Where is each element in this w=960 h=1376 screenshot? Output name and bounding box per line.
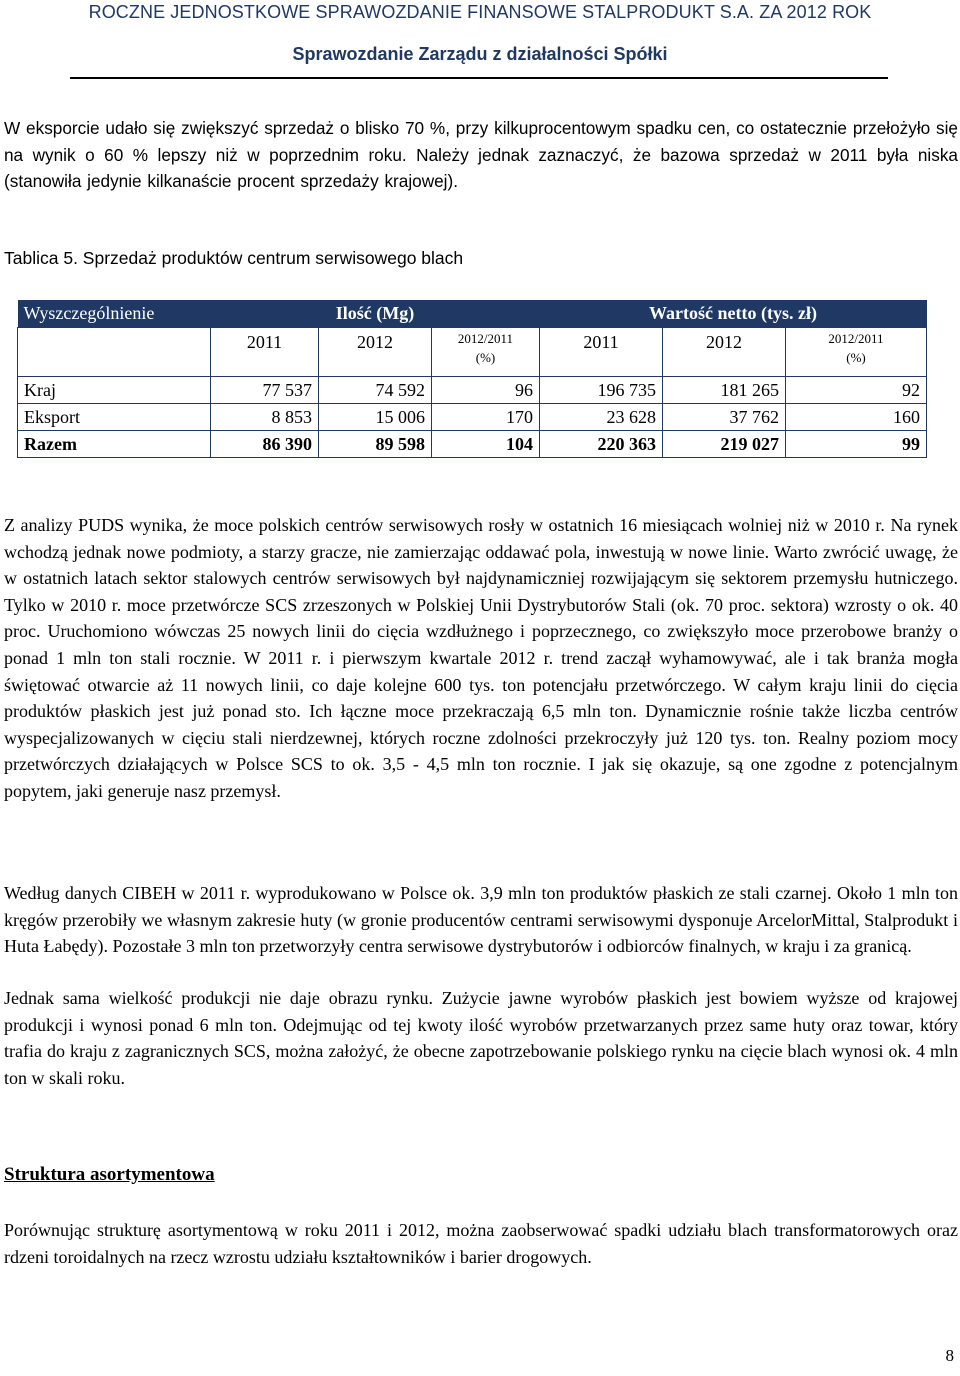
col-quantity-header: Ilość (Mg)	[211, 300, 540, 328]
subheader-qty-ratio: 2012/2011	[457, 331, 514, 346]
cell-val-2012: 181 265	[663, 377, 786, 404]
cell-val-2012: 219 027	[663, 431, 786, 458]
section-heading: Struktura asortymentowa	[4, 1164, 215, 1185]
subheader-qty-pct	[432, 328, 540, 377]
subheader-qty-2011: 2011	[211, 328, 319, 377]
cell-val-pct: 92	[786, 377, 927, 404]
table-row	[18, 404, 927, 431]
report-header-subtitle: Sprawozdanie Zarządu z działalności Spółki	[292, 44, 668, 64]
header-divider	[70, 77, 888, 79]
subheader-qty-2012: 2012	[319, 328, 432, 377]
subheader-qty-unit: (%)	[475, 350, 496, 365]
col-description-header: Wyszczególnienie	[18, 300, 211, 328]
row-label: Kraj	[18, 377, 211, 404]
cell-qty-2011: 86 390	[211, 431, 319, 458]
cell-qty-2012: 89 598	[319, 431, 432, 458]
paragraph-puds-analysis: Z analizy PUDS wynika, że moce polskich centrów serwisowych rosły w ostatnich 16 miesiącach wolniej niż w 2010 r. Na rynek wchodzą jednak nowe podmioty, a starzy gracze, nie zamierzając oddawać pola, inwestują w nowe linie. Warto zwrócić uwagę, że w ostatnich latach sektor stalowych centrów serwisowych był najdynamiczniej rozwijającym się sektorem przemysłu hutniczego. Tylko w 2010 r. moce przetwórcze SCS zrzeszonych w Polskiej Unii Dystrybutorów Stali (ok. 70 proc. sektora) wzrosty o ok. 40 proc. Uruchomiono wówczas 25 nowych linii do cięcia wzdłużnego i poprzecznego, co zwiększyło moce przerobowe branży o ponad 1 mln ton stali rocznie. W 2011 r. i pierwszym kwartale 2012 r. trend zaczął wyhamowywać, ale i tak branża mogła świętować otwarcie aż 11 nowych linii, co daje kolejne 600 tys. ton potencjału przetwórczego. W całym kraju linii do cięcia produktów płaskich jest już ponad sto. Ich łączne moce przekraczają 6,5 mln ton. Dynamicznie rośnie także liczba centrów wyspecjalizowanych w cięciu stali nierdzewnej, których roczne zdolności przekroczyły już 120 tys. ton. Realny poziom mocy przetwórczych działających w Polsce SCS to ok. 3,5 - 4,5 mln ton rocznie. I jak się okazuje, są one zgodne z potencjalnym popytem, jaki generuje nasz przemysł.	[4, 515, 958, 801]
page-number: 8	[945, 1346, 954, 1365]
paragraph-assortment: Porównując strukturę asortymentową w roku 2011 i 2012, można zaobserwować spadki udziału blach transformatorowych oraz rdzeni toroidalnych na rzecz wzrostu udziału kształtowników i barier drogowych.	[4, 1220, 958, 1267]
cell-val-2011: 23 628	[540, 404, 663, 431]
cell-qty-2012: 15 006	[319, 404, 432, 431]
col-value-header: Wartość netto (tys. zł)	[540, 300, 927, 328]
cell-val-2012: 37 762	[663, 404, 786, 431]
cell-qty-pct: 104	[432, 431, 540, 458]
sales-table	[17, 300, 927, 458]
cell-val-2011: 220 363	[540, 431, 663, 458]
paragraph-market-demand: Jednak sama wielkość produkcji nie daje obrazu rynku. Zużycie jawne wyrobów płaskich jest bowiem wyższe od krajowej produkcji i wynosi ponad 6 mln ton. Odejmując od tej kwoty ilość wyrobów przetwarzanych przez same huty oraz towar, który trafia do kraju z zagranicznych SCS, można założyć, że obecne zapotrzebowanie polskiego rynku na cięcie blach wynosi ok. 4 mln ton w skali roku.	[4, 988, 958, 1088]
cell-val-pct: 99	[786, 431, 927, 458]
subheader-empty	[18, 328, 211, 377]
cell-val-pct: 160	[786, 404, 927, 431]
table-row	[18, 377, 927, 404]
row-label: Razem	[18, 431, 211, 458]
cell-qty-pct: 170	[432, 404, 540, 431]
table-subheader-row	[18, 328, 927, 377]
paragraph-cibeh-data: Według danych CIBEH w 2011 r. wyprodukowano w Polsce ok. 3,9 mln ton produktów płaskich ze stali czarnej. Około 1 mln ton kręgów przerobiły we własnym zakresie huty (w gronie producentów centrami serwisowymi dysponuje ArcelorMittal, Stalprodukt i Huta Łabędy). Pozostałe 3 mln ton przetworzyły centra serwisowe dystrybutorów i odbiorców finalnych, w kraju i za granicą.	[4, 883, 958, 957]
table-caption: Tablica 5. Sprzedaż produktów centrum serwisowego blach	[4, 248, 464, 268]
subheader-val-ratio: 2012/2011	[828, 331, 884, 346]
cell-qty-2011: 77 537	[211, 377, 319, 404]
cell-qty-2011: 8 853	[211, 404, 319, 431]
row-label: Eksport	[18, 404, 211, 431]
table-row-total	[18, 431, 927, 458]
table-header-row	[18, 300, 927, 328]
cell-qty-pct: 96	[432, 377, 540, 404]
report-header-title: ROCZNE JEDNOSTKOWE SPRAWOZDANIE FINANSOWE STALPRODUKT S.A. ZA 2012 ROK	[88, 2, 872, 22]
subheader-val-pct	[786, 328, 927, 377]
cell-val-2011: 196 735	[540, 377, 663, 404]
subheader-val-2012: 2012	[663, 328, 786, 377]
subheader-val-2011: 2011	[540, 328, 663, 377]
subheader-val-unit: (%)	[846, 350, 866, 365]
paragraph-export: W eksporcie udało się zwiększyć sprzedaż o blisko 70 %, przy kilkuprocentowym spadku cen, co ostatecznie przełożyło się na wynik o 60 % lepszy niż w poprzednim roku. Należy jednak zaznaczyć, że bazowa sprzedaż w 2011 była niska (stanowiła jedynie kilkanaście procent sprzedaży krajowej).	[4, 118, 958, 192]
cell-qty-2012: 74 592	[319, 377, 432, 404]
